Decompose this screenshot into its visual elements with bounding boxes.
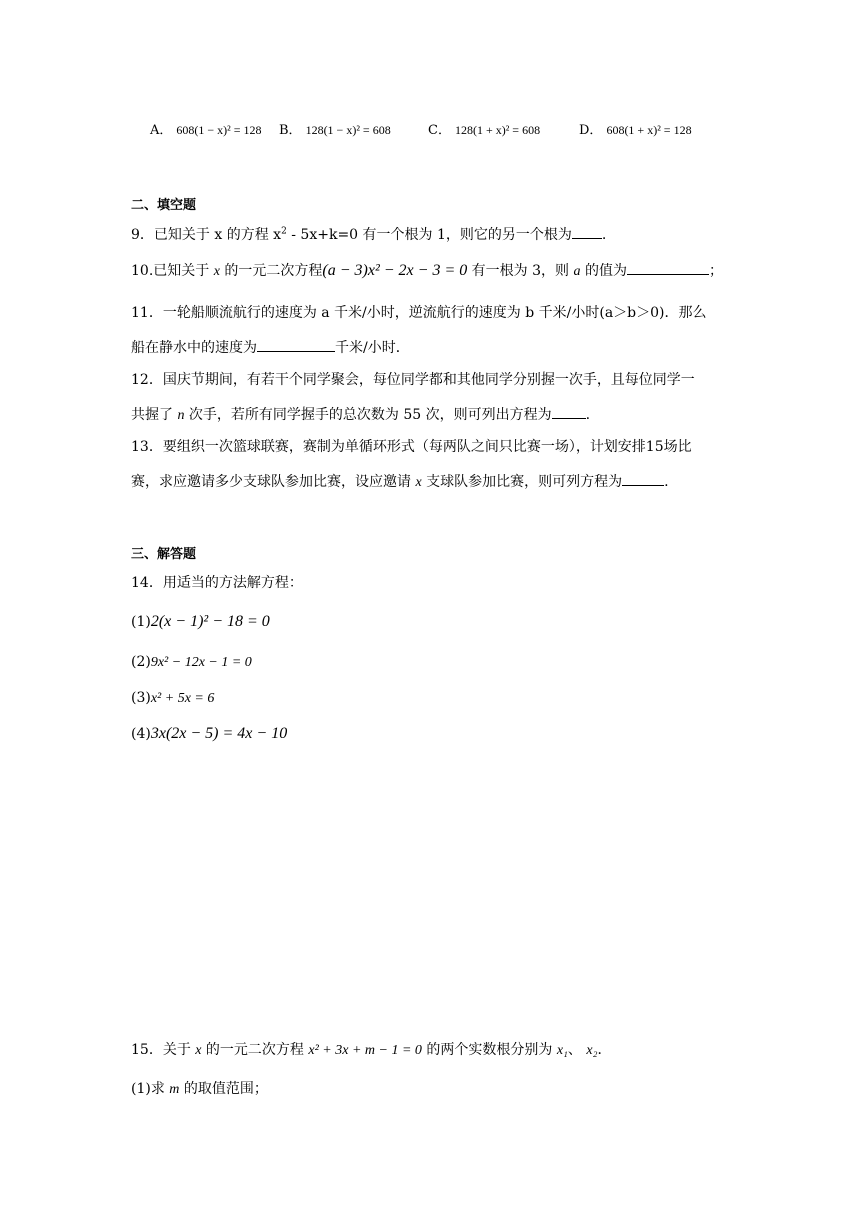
- question-11-line-2: [131, 337, 410, 358]
- q15-sep: 、: [567, 1042, 587, 1058]
- q10-mid: 的一元二次方程: [219, 263, 323, 279]
- q15-p1-label: (1)求: [131, 1081, 170, 1097]
- q14-p3-label: (3): [131, 690, 151, 706]
- q10-var: x: [213, 264, 220, 279]
- q10-var2: a: [573, 264, 581, 279]
- q13-prefix: 赛，求应邀请多少支球队参加比赛，设应邀请: [131, 474, 416, 490]
- q15-prefix: 15．关于: [131, 1042, 196, 1058]
- question-14-part-2: [131, 652, 252, 673]
- q9-answer-blank[interactable]: [572, 224, 602, 239]
- q9-rest: - 5x+k=0 有一个根为 1，则它的另一个根为: [286, 227, 572, 243]
- question-10: [131, 260, 723, 282]
- section-2-heading: 二、填空题: [131, 198, 197, 213]
- question-15: [131, 1040, 611, 1061]
- q14-p2-label: (2): [131, 654, 151, 670]
- q10-tail: ；: [708, 263, 723, 279]
- q14-p2-expr: 9x² − 12x − 1 = 0: [150, 655, 252, 670]
- question-14-part-1: [131, 612, 270, 632]
- q14-p1-expr: 2(x − 1)² − 18 = 0: [150, 613, 270, 630]
- q12-var: n: [177, 408, 185, 423]
- q15-after: 的两个实数根分别为: [421, 1042, 557, 1058]
- q10-after: 有一根为 3，则: [467, 263, 574, 279]
- q11-answer-blank[interactable]: [257, 337, 335, 352]
- option-a-expr: 608(1 − x)² = 128: [176, 123, 262, 137]
- q9-end: .: [601, 227, 607, 243]
- q14-p4-label: (4): [131, 726, 151, 742]
- question-14-title: 14．用适当的方法解方程：: [131, 575, 303, 591]
- option-a: [150, 119, 262, 138]
- option-c-expr: 128(1 + x)² = 608: [454, 123, 541, 137]
- question-13-line-2: [131, 471, 669, 493]
- q12-prefix: 共握了: [131, 407, 178, 423]
- q15-equation: x² + 3x + m − 1 = 0: [308, 1043, 422, 1058]
- option-d: [579, 119, 692, 138]
- q10-equation: (a − 3)x² − 2x − 3 = 0: [322, 262, 468, 279]
- option-c-letter: C．: [428, 123, 451, 138]
- q10-prefix: 10.已知关于: [131, 263, 214, 279]
- q14-p1-label: (1): [131, 614, 151, 630]
- option-b-letter: B．: [279, 123, 302, 138]
- question-12-line-2: [131, 404, 590, 426]
- q15-end: ．: [597, 1042, 612, 1058]
- q15-root-2: x₂: [586, 1043, 598, 1058]
- question-14-part-4: [131, 724, 287, 744]
- q9-prefix: 9．已知关于 x 的方程 x: [131, 227, 282, 243]
- q13-answer-blank[interactable]: [622, 471, 664, 486]
- q14-p4-expr: 3x(2x − 5) = 4x − 10: [150, 725, 288, 742]
- q12-end: .: [585, 407, 591, 423]
- question-11-line-1: 11．一轮船顺流航行的速度为 a 千米/小时，逆流航行的速度为 b 千米/小时(a＞b＞0)．那么: [131, 305, 707, 321]
- q15-mid: 的一元二次方程: [201, 1042, 309, 1058]
- q11-suffix: 千米/小时．: [335, 340, 410, 356]
- question-12-line-1: 12．国庆节期间，有若干个同学聚会，每位同学都和其他同学分别握一次手，且每位同学一: [131, 372, 695, 388]
- option-d-expr: 608(1 + x)² = 128: [606, 123, 692, 137]
- q13-var: x: [415, 475, 422, 490]
- question-15-part-1: [131, 1079, 268, 1100]
- section-3-heading: 三、解答题: [131, 547, 197, 562]
- q13-end: .: [664, 474, 669, 490]
- q10-answer-blank[interactable]: [627, 260, 709, 275]
- q15-var: x: [195, 1043, 202, 1058]
- q9-sup: 2: [281, 226, 287, 237]
- q15-p1-end: 的取值范围；: [179, 1081, 268, 1097]
- q14-p3-expr: x² + 5x = 6: [150, 691, 215, 706]
- q12-answer-blank[interactable]: [552, 404, 586, 419]
- q10-end: 的值为: [580, 263, 627, 279]
- question-9: [131, 224, 606, 245]
- q12-mid: 次手，若所有同学握手的总次数为 55 次，则可列出方程为: [184, 407, 552, 423]
- option-a-letter: A．: [150, 123, 173, 138]
- q13-mid: 支球队参加比赛，则可列方程为: [421, 474, 623, 490]
- option-d-letter: D．: [579, 123, 603, 138]
- option-b-expr: 128(1 − x)² = 608: [305, 123, 391, 137]
- q11-prefix: 船在静水中的速度为: [131, 340, 257, 356]
- option-c: [428, 119, 540, 138]
- q15-root-1: x₁: [556, 1043, 568, 1058]
- q15-p1-var: m: [169, 1082, 180, 1097]
- question-13-line-1: 13．要组织一次篮球联赛，赛制为单循环形式（每两队之间只比赛一场），计划安排15场比: [131, 439, 692, 455]
- option-b: [279, 119, 391, 138]
- question-14-part-3: [131, 688, 214, 709]
